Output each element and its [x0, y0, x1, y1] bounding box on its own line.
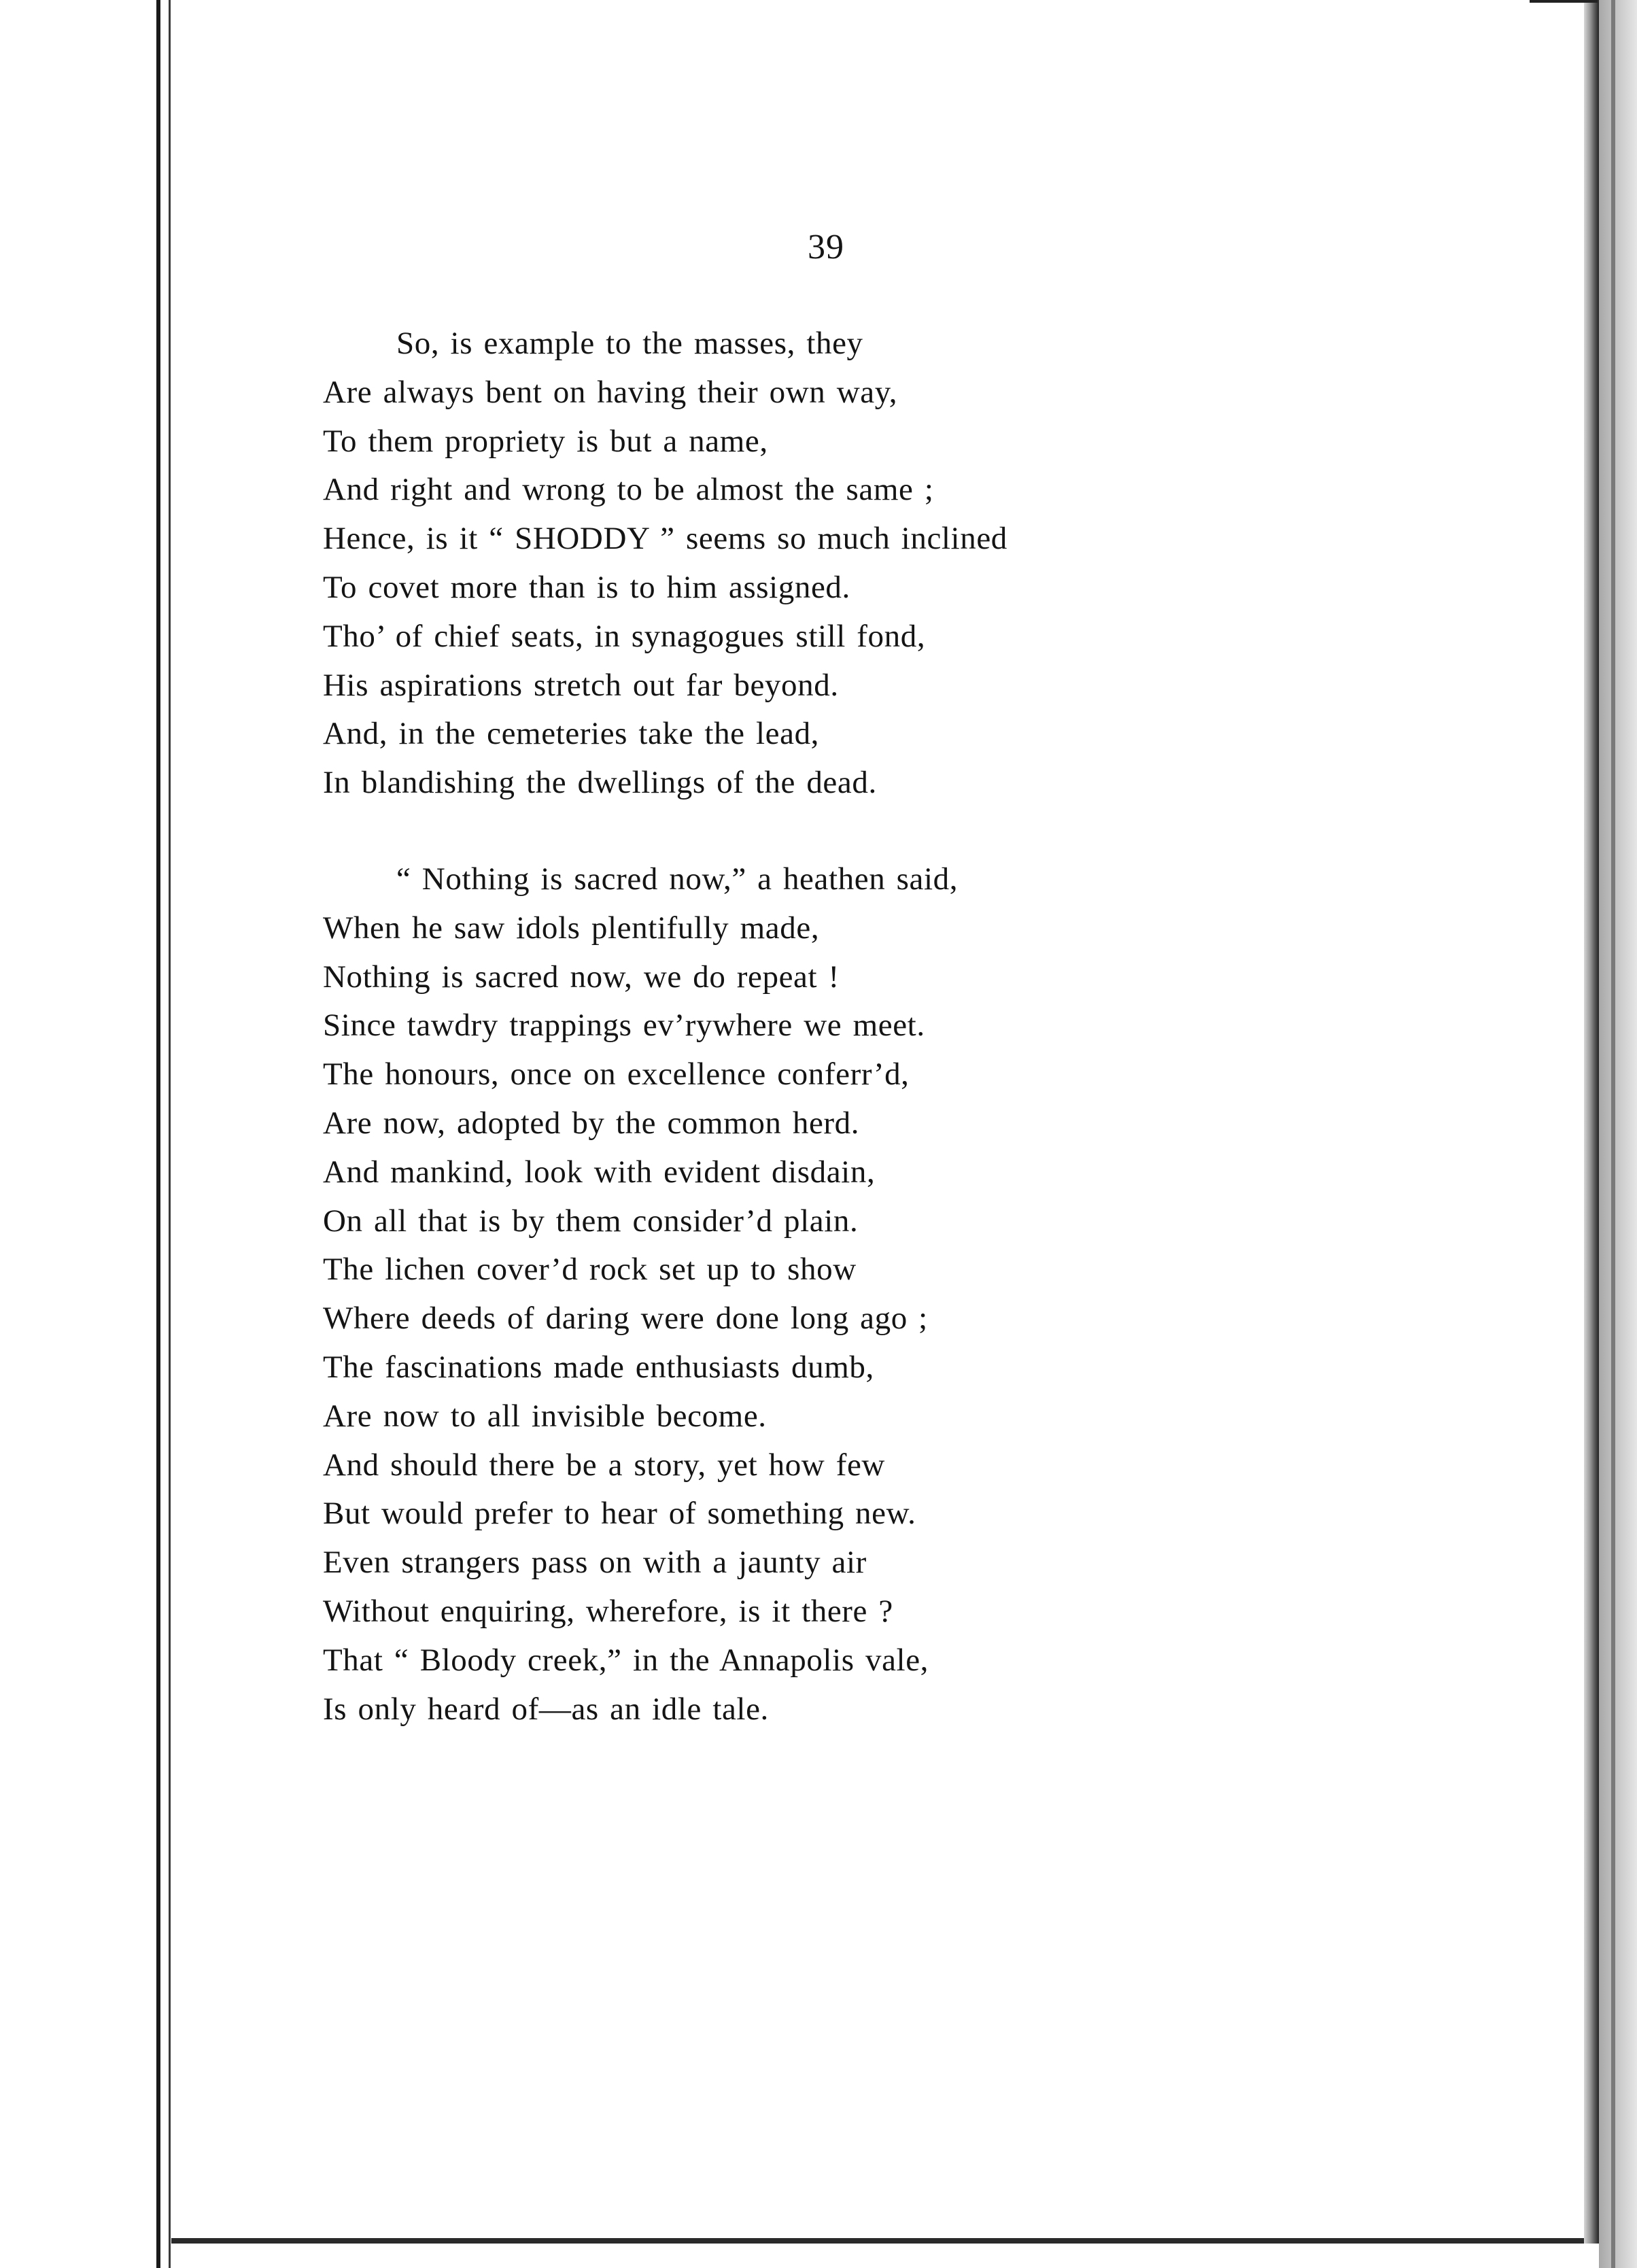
poem-line: “ Nothing is sacred now,” a heathen said, — [396, 861, 959, 897]
poem-line: Since tawdry trappings ev’rywhere we meet. — [323, 1008, 925, 1044]
poem-line: Are always bent on having their own way, — [323, 374, 898, 410]
poem-line: Nothing is sacred now, we do repeat ! — [323, 959, 840, 995]
poem-line: The fascinations made enthusiasts dumb, — [323, 1349, 874, 1385]
facing-page-edge — [0, 0, 160, 2268]
page-top-edge — [1530, 0, 1598, 3]
poem-line: In blandishing the dwellings of the dead. — [323, 765, 877, 801]
poem-line: To covet more than is to him assigned. — [323, 569, 850, 605]
poem-line: When he saw idols plentifully made, — [323, 910, 820, 946]
book-edge-shadow — [1599, 0, 1637, 2268]
stanza-2 — [323, 855, 1479, 1734]
poem-line: That “ Bloody creek,” in the Annapolis vale, — [323, 1642, 929, 1678]
stanza-1 — [323, 320, 1479, 808]
book-edge-stripe — [1611, 0, 1615, 2268]
poem-line: And should there be a story, yet how few — [323, 1447, 885, 1483]
poem-line: Are now, adopted by the common herd. — [323, 1105, 860, 1141]
poem-line: Are now to all invisible become. — [323, 1398, 767, 1434]
poem-line: To them propriety is but a name, — [323, 423, 768, 459]
poem-line: His aspirations stretch out far beyond. — [323, 667, 839, 703]
poem-line: But would prefer to hear of something new. — [323, 1496, 916, 1532]
poem-line: So, is example to the masses, they — [396, 326, 863, 361]
page-number: 39 — [808, 228, 844, 267]
poem-line: Hence, is it “ SHODDY ” seems so much inclined — [323, 521, 1007, 557]
poem — [323, 320, 1479, 1734]
poem-line: And right and wrong to be almost the same ; — [323, 472, 934, 508]
poem-line: And, in the cemeteries take the lead, — [323, 716, 820, 752]
poem-line: Even strangers pass on with a jaunty air — [323, 1545, 867, 1581]
gutter-line — [169, 0, 171, 2268]
poem-line: Where deeds of daring were done long ago ; — [323, 1301, 928, 1337]
poem-line: Is only heard of—as an idle tale. — [323, 1691, 769, 1727]
poem-line: The honours, once on excellence conferr’d, — [323, 1056, 910, 1093]
page-right-edge — [1584, 0, 1599, 2244]
poem-line: And mankind, look with evident disdain, — [323, 1154, 876, 1190]
poem-line: On all that is by them consider’d plain. — [323, 1203, 859, 1239]
poem-line: Tho’ of chief seats, in synagogues still fond, — [323, 618, 926, 654]
poem-line: Without enquiring, wherefore, is it there ? — [323, 1593, 893, 1629]
page-bottom-edge — [171, 2238, 1613, 2244]
poem-line: The lichen cover’d rock set up to show — [323, 1252, 857, 1288]
